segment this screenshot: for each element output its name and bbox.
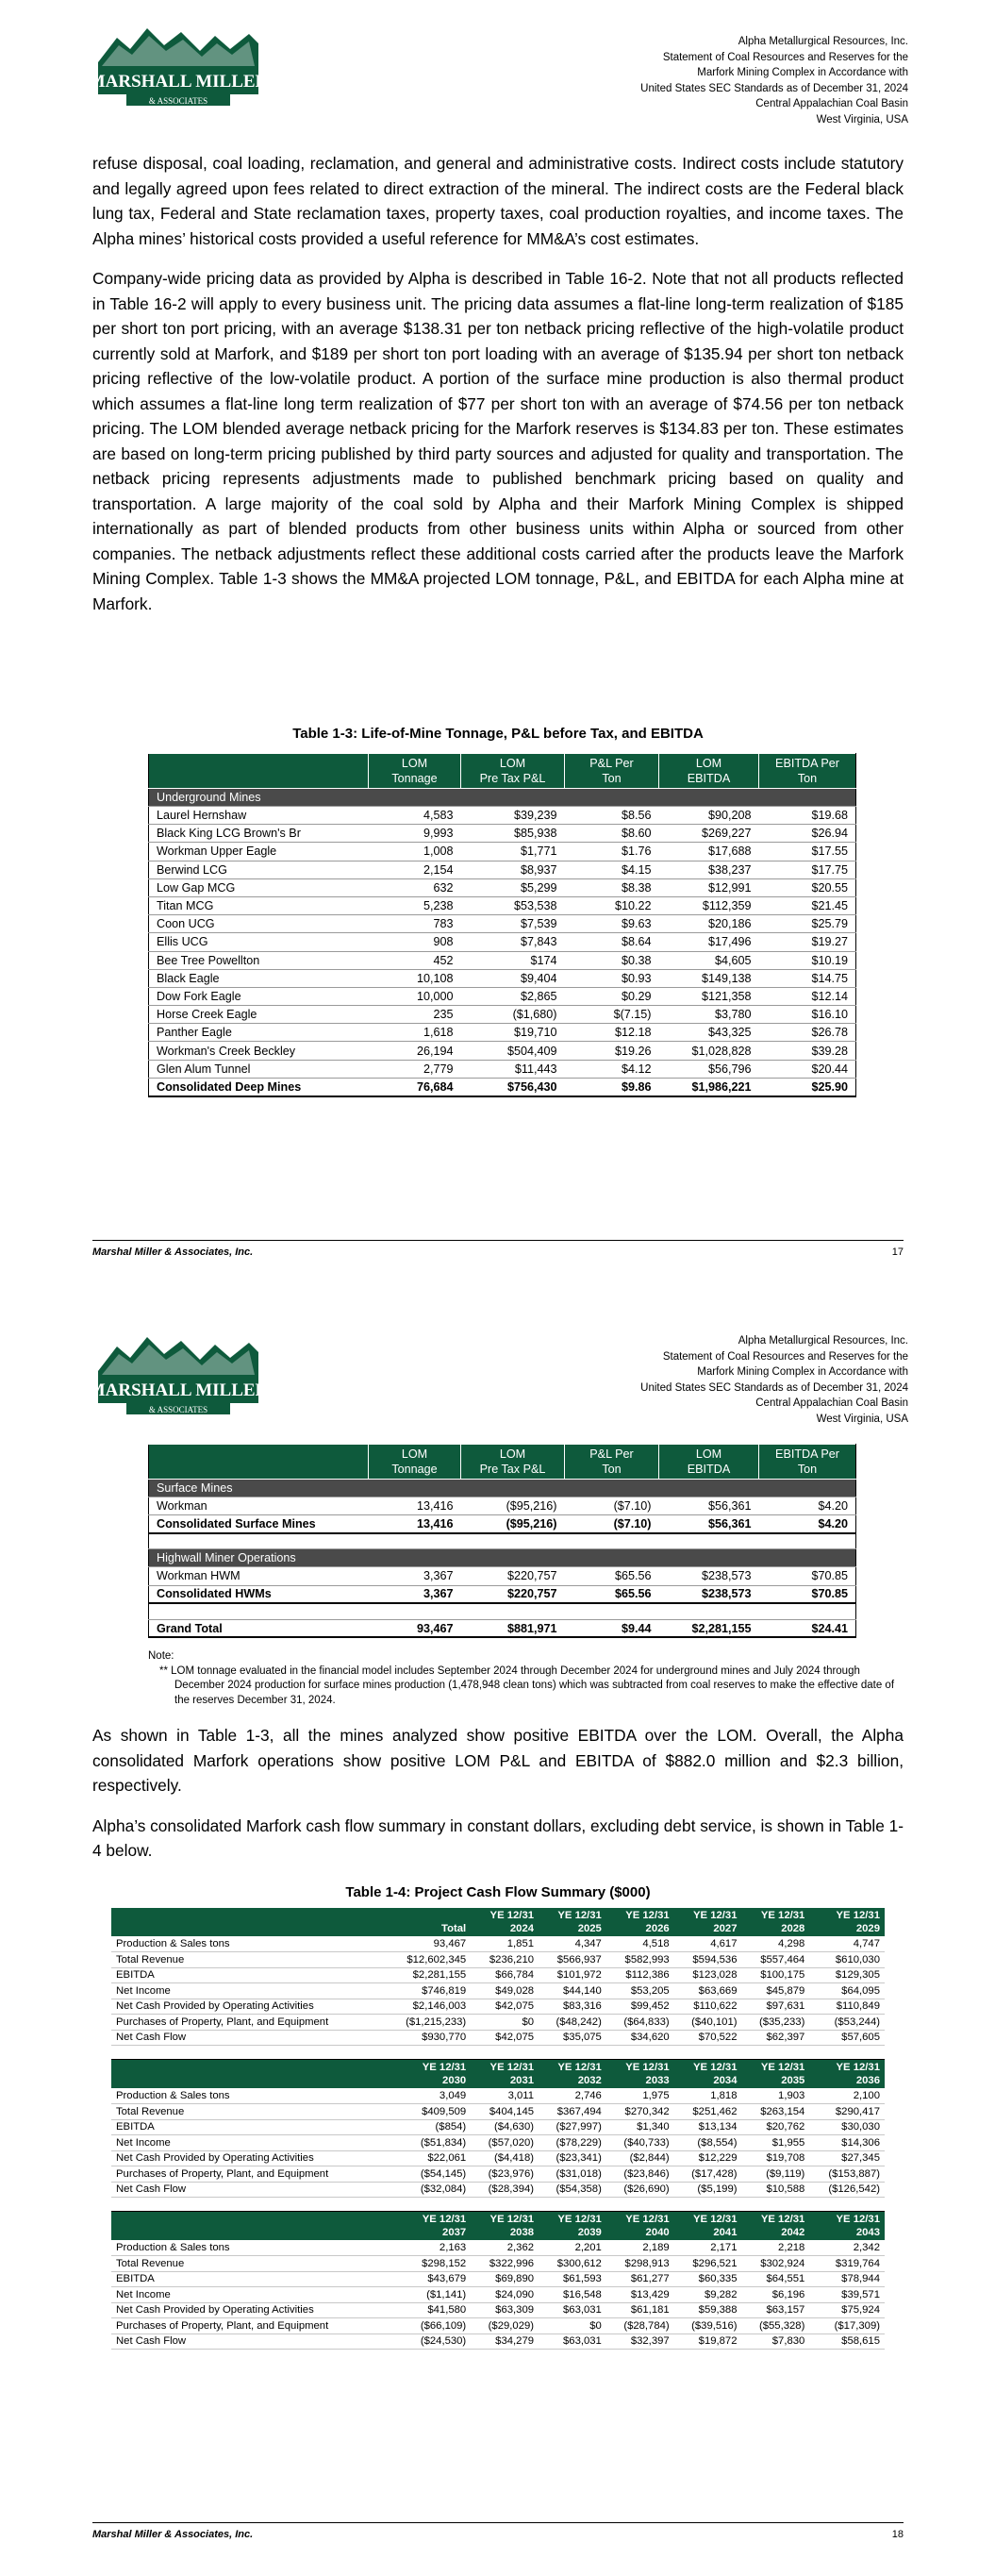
section-row: Highwall Miner Operations bbox=[149, 1549, 856, 1567]
page-number: 17 bbox=[891, 1246, 904, 1258]
table-row: Black King LCG Brown's Br 9,993 $85,938 $8.60 $269,227 $26.94 bbox=[149, 825, 856, 843]
table-row: Ellis UCG 908 $7,843 $8.64 $17,496 $19.27 bbox=[149, 933, 856, 951]
table-row: Workman's Creek Beckley 26,194 $504,409 $19.26 $1,028,828 $39.28 bbox=[149, 1042, 856, 1060]
table-row: Berwind LCG 2,154 $8,937 $4.15 $38,237 $17.75 bbox=[149, 861, 856, 878]
table-row: Net Cash Flow ($24,530) $34,279 $63,031 $32,397 $19,872 $7,830 $58,615 bbox=[111, 2333, 885, 2350]
table-header-row: YE 12/31 2030 YE 12/31 2031 YE 12/31 2032 YE 12/31 2033 YE 12/31 2034 YE 12/31 2035 YE 12/31 2036 bbox=[111, 2060, 885, 2089]
svg-text:& ASSOCIATES: & ASSOCIATES bbox=[148, 96, 208, 106]
svg-text:MARSHALL MILLER: MARSHALL MILLER bbox=[88, 1380, 269, 1400]
total-row: Consolidated Surface Mines 13,416 ($95,216) ($7.10) $56,361 $4.20 bbox=[149, 1515, 856, 1533]
page-number: 18 bbox=[891, 2529, 904, 2540]
grand-total-row: Grand Total 93,467 $881,971 $9.44 $2,281,155 $24.41 bbox=[149, 1619, 856, 1637]
page-18 bbox=[0, 1288, 995, 2576]
table-row: EBITDA $43,679 $69,890 $61,593 $61,277 $60,335 $64,551 $78,944 bbox=[111, 2271, 885, 2287]
table-row: Net Income ($51,834) ($57,020) ($78,229) ($40,733) ($8,554) $1,955 $14,306 bbox=[111, 2135, 885, 2151]
table-row: Total Revenue $409,509 $404,145 $367,494 $270,342 $251,462 $263,154 $290,417 bbox=[111, 2104, 885, 2120]
paragraph: refuse disposal, coal loading, reclamation, and general and administrative costs. Indirect costs include statutory and legally agreed upon fees related to direct extraction of the mineral. The indirect costs are the Federal black lung tax, Federal and State reclamation taxes, property taxes, coal production royalties, and income taxes. The Alpha mines’ historical costs provided a useful reference for MM&A’s cost estimates. bbox=[92, 154, 904, 248]
table-row: Net Cash Provided by Operating Activities $2,146,003 $42,075 $83,316 $99,452 $110,622 $97,631 $110,849 bbox=[111, 1999, 885, 2015]
table-row: Low Gap MCG 632 $5,299 $8.38 $12,991 $20.55 bbox=[149, 878, 856, 896]
table-row: Laurel Hernshaw 4,583 $39,239 $8.56 $90,208 $19.68 bbox=[149, 807, 856, 825]
table-caption: Table 1-3: Life-of-Mine Tonnage, P&L before Tax, and EBITDA bbox=[292, 726, 704, 742]
table-row: Panther Eagle 1,618 $19,710 $12.18 $43,325 $26.78 bbox=[149, 1024, 856, 1042]
table-row: EBITDA ($854) ($4,630) ($27,997) $1,340 $13,134 $20,762 $30,030 bbox=[111, 2119, 885, 2135]
table-header-row: YE 12/31 2037 YE 12/31 2038 YE 12/31 2039 YE 12/31 2040 YE 12/31 2041 YE 12/31 2042 YE 12/31 2043 bbox=[111, 2212, 885, 2241]
table-row: EBITDA $2,281,155 $66,784 $101,972 $112,386 $123,028 $100,175 $129,305 bbox=[111, 1967, 885, 1983]
table-row: Workman 13,416 ($95,216) ($7.10) $56,361 $4.20 bbox=[149, 1497, 856, 1515]
company-logo-icon bbox=[88, 1333, 269, 1416]
section-row: Surface Mines bbox=[149, 1480, 856, 1497]
table-row: Production & Sales tons 93,467 1,851 4,347 4,518 4,617 4,298 4,747 bbox=[111, 1936, 885, 1952]
table-row: Production & Sales tons 2,163 2,362 2,201 2,189 2,171 2,218 2,342 bbox=[111, 2240, 885, 2256]
table-row: Net Cash Flow ($32,084) ($28,394) ($54,358) ($26,690) ($5,199) $10,588 ($126,542) bbox=[111, 2182, 885, 2198]
table-row: Workman Upper Eagle 1,008 $1,771 $1.76 $17,688 $17.55 bbox=[149, 843, 856, 861]
table-row: Purchases of Property, Plant, and Equipment ($66,109) ($29,029) $0 ($28,784) ($39,516) ($55,328) ($17,309) bbox=[111, 2318, 885, 2334]
paragraph: As shown in Table 1-3, all the mines analyzed show positive EBITDA over the LOM. Overall, the Alpha consolidated Marfork operations show positive LOM P&L and EBITDA of $882.0 million and $2.3 billion, respectively. bbox=[92, 1726, 904, 1795]
table-row: Titan MCG 5,238 $53,538 $10.22 $112,359 $21.45 bbox=[149, 896, 856, 914]
table-row: Horse Creek Eagle 235 ($1,680) $(7.15) $3,780 $16.10 bbox=[149, 1006, 856, 1024]
table-row: Production & Sales tons 3,049 3,011 2,746 1,975 1,818 1,903 2,100 bbox=[111, 2088, 885, 2104]
paragraph: Alpha’s consolidated Marfork cash flow summary in constant dollars, excluding debt service, is shown in Table 1-4 below. bbox=[92, 1815, 904, 1860]
table-row: Total Revenue $298,152 $322,996 $300,612 $298,913 $296,521 $302,924 $319,764 bbox=[111, 2256, 885, 2272]
table-note: Note: ** LOM tonnage evaluated in the financial model includes September 2024 through December 2024 for underground mines and July 2024 through December 2024 production for surface mines production (1,478,948 clean tons) which was subtracted from coal reserves to make the effective date of the reserves December 31, 2024. bbox=[148, 1650, 895, 1706]
section-row: Underground Mines bbox=[149, 789, 856, 807]
cash-flow-table bbox=[111, 1908, 885, 2350]
table-row: Bee Tree Powellton 452 $174 $0.38 $4,605 $10.19 bbox=[149, 951, 856, 969]
lom-table-continued: LOM Tonnage LOM Pre Tax P&L P&L Per Ton LOM EBITDA EBITDA Per Ton Surface Mines Workman 13,416 ($95,216) ($7.10) $56,361 $4.20 Consolidated Surface Mines 13,416 ($95,216) ($7.10) $56,361 $4.20 Highwall Miner Operations Workman HWM 3,367 $220,757 $65.56 $238,573 $70.85 Consolidated HWMs 3,367 $220,757 $65.56 $238,573 $70.85 Grand Total 93,467 $881,971 $9.44 $2,281,155 $24.41 bbox=[148, 1444, 856, 1638]
total-row: Consolidated Deep Mines 76,684 $756,430 $9.86 $1,986,221 $25.90 bbox=[149, 1078, 856, 1096]
table-row: Coon UCG 783 $7,539 $9.63 $20,186 $25.79 bbox=[149, 915, 856, 933]
table-row: Net Income $746,819 $49,028 $44,140 $53,205 $63,669 $45,879 $64,095 bbox=[111, 1983, 885, 1999]
body-text bbox=[92, 151, 904, 631]
table-row: Purchases of Property, Plant, and Equipment ($1,215,233) $0 ($48,242) ($64,833) ($40,101) ($35,233) ($53,244) bbox=[111, 2015, 885, 2031]
table-row: Purchases of Property, Plant, and Equipment ($54,145) ($23,976) ($31,018) ($23,846) ($17,428) ($9,119) ($153,887) bbox=[111, 2166, 885, 2183]
company-logo-icon bbox=[88, 25, 269, 108]
table-row: Net Cash Flow $930,770 $42,075 $35,075 $34,620 $70,522 $62,397 $57,605 bbox=[111, 2030, 885, 2046]
page-header: Alpha Metallurgical Resources, Inc. Statement of Coal Resources and Reserves for the Marfork Mining Complex in Accordance with United States SEC Standards as of December 31, 2024 Central Appalachian Coal Basin West Virginia, USA bbox=[640, 1335, 908, 1425]
table-row: Net Cash Provided by Operating Activities $41,580 $63,309 $63,031 $61,181 $59,388 $63,157 $75,924 bbox=[111, 2302, 885, 2318]
page-footer: Marshal Miller & Associates, Inc. 17 bbox=[92, 1240, 904, 1258]
table-row: Total Revenue $12,602,345 $236,210 $566,937 $582,993 $594,536 $557,464 $610,030 bbox=[111, 1952, 885, 1968]
paragraph: Company-wide pricing data as provided by Alpha is described in Table 16-2. Note that not all products reflected in Table 16-2 will apply to every business unit. The pricing data assumes a flat-line long-term realization of $185 per short ton port pricing, with an average $138.31 per ton netback pricing reflective of the high-volatile product currently sold at Marfork, and $189 per short ton port loading with an average of $135.94 per short ton netback pricing reflective of the low-volatile product. A portion of the surface mine production is also thermal product which assumes a flat-line long term realization of $77 per short ton with an average of $74.56 per ton netback pricing. The LOM blended average netback pricing for the Marfork reserves is $134.83 per ton. These estimates are based on long-term pricing published by third party sources and adjusted for quality and transportation. The netback pricing represents adjustments made to published benchmark pricing based on quality and transportation. A large majority of the coal sold by Alpha and their Marfork Mining Complex is shipped internationally as part of blended products from other business units within Alpha or sourced from other companies. The netback adjustments reflect these additional costs carried after the products leave the Marfork Mining Complex. Table 1-3 shows the MM&A projected LOM tonnage, P&L, and EBITDA for each Alpha mine at Marfork. bbox=[92, 269, 904, 613]
table-row: Black Eagle 10,108 $9,404 $0.93 $149,138 $14.75 bbox=[149, 969, 856, 987]
table-caption: Table 1-4: Project Cash Flow Summary ($000) bbox=[345, 1884, 651, 1900]
table-row: Dow Fork Eagle 10,000 $2,865 $0.29 $121,358 $12.14 bbox=[149, 987, 856, 1005]
table-header-row: Total YE 12/31 2024 YE 12/31 2025 YE 12/31 2026 YE 12/31 2027 YE 12/31 2028 YE 12/31 2029 bbox=[111, 1908, 885, 1936]
logo-text: MARSHALL MILLER bbox=[88, 72, 269, 92]
page-header: Alpha Metallurgical Resources, Inc. Statement of Coal Resources and Reserves for the Marfork Mining Complex in Accordance with United States SEC Standards as of December 31, 2024 Central Appalachian Coal Basin West Virginia, USA bbox=[640, 36, 908, 125]
table-row: Net Income ($1,141) $24,090 $16,548 $13,429 $9,282 $6,196 $39,571 bbox=[111, 2287, 885, 2303]
table-row: Glen Alum Tunnel 2,779 $11,443 $4.12 $56,796 $20.44 bbox=[149, 1060, 856, 1078]
svg-text:& ASSOCIATES: & ASSOCIATES bbox=[148, 1405, 208, 1414]
body-text bbox=[92, 1723, 904, 1879]
lom-table: LOM Tonnage LOM Pre Tax P&L P&L Per Ton LOM EBITDA EBITDA Per Ton Underground Mines Laurel Hernshaw 4,583 $39,239 $8.56 $90,208 $19.68 Black King LCG Brown's Br 9,993 $85,938 $8.60 $269,227 $26.94 Workman Upper Eagle 1,008 $1,771 $1.76 $17,688 $17.55 Berwind LCG 2,154 $8,937 $4.15 $38,237 $17.75 Low Gap MCG 632 $5,299 $8.38 $12,991 $20.55 Titan MCG 5,238 $53,538 $10.22 $112,359 $21.45 Coon UCG 783 $7,539 $9.63 $20,186 $25.79 Ellis UCG 908 $7,843 $8.64 $17,496 $19.27 Bee Tree Powellton 452 $174 $0.38 $4,605 $10.19 Black Eagle 10,108 $9,404 $0.93 $149,138 $14.75 Dow Fork Eagle 10,000 $2,865 $0.29 $121,358 $12.14 Horse Creek Eagle 235 ($1,680) $(7.15) $3,780 $16.10 Panther Eagle 1,618 $19,710 $12.18 $43,325 $26.78 Workman's Creek Beckley 26,194 $504,409 $19.26 $1,028,828 $39.28 Glen Alum Tunnel 2,779 $11,443 $4.12 $56,796 $20.44 Consolidated Deep Mines 76,684 $756,430 $9.86 $1,986,221 $25.90 bbox=[148, 753, 856, 1097]
table-row: Workman HWM 3,367 $220,757 $65.56 $238,573 $70.85 bbox=[149, 1567, 856, 1585]
table-row: Net Cash Provided by Operating Activities $22,061 ($4,418) ($23,341) ($2,844) $12,229 $19,708 $27,345 bbox=[111, 2150, 885, 2166]
total-row: Consolidated HWMs 3,367 $220,757 $65.56 $238,573 $70.85 bbox=[149, 1585, 856, 1603]
page-footer: Marshal Miller & Associates, Inc. 18 bbox=[92, 2522, 904, 2540]
